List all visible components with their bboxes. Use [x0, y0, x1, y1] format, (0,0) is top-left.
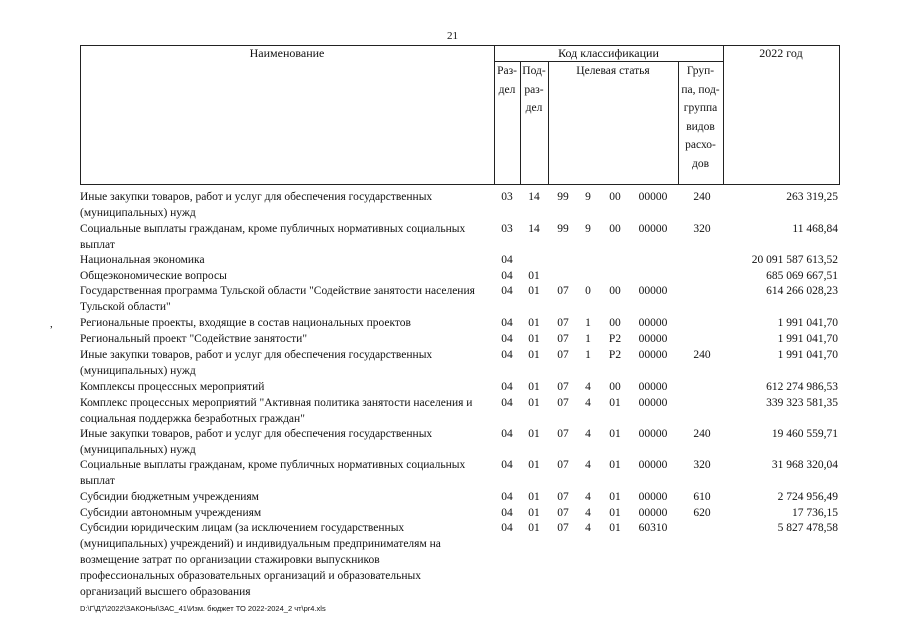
row-code-g: 320 [693, 459, 711, 471]
row-code-p: 01 [528, 349, 540, 361]
row-code-p: 01 [528, 397, 540, 409]
header-year: 2022 год [759, 46, 803, 60]
header-name: Наименование [249, 46, 325, 60]
header-target: Целевая статья [576, 65, 650, 77]
row-code-g: 620 [693, 507, 711, 519]
row-amount: 614 266 028,23 [766, 285, 838, 297]
row-code-t3: 00 [609, 223, 621, 235]
row-code-r: 04 [501, 254, 513, 266]
row-code-r: 03 [501, 223, 513, 235]
row-name: Государственная программа Тульской области "Содействие занятости населения Тульской области" [80, 285, 475, 313]
row-code-t4: 00000 [638, 349, 668, 361]
row-code-t1: 07 [557, 459, 569, 471]
row-name: Иные закупки товаров, работ и услуг для обеспечения государственных (муниципальных) нужд [80, 191, 433, 219]
row-code-t1: 99 [557, 223, 569, 235]
row-name: Общеэкономические вопросы [80, 270, 227, 282]
row-code-t3: 01 [609, 522, 621, 534]
row-code-t3: 01 [609, 507, 621, 519]
row-code-t3: 00 [609, 285, 621, 297]
row-code-t2: 4 [585, 491, 591, 503]
row-amount: 20 091 587 613,52 [751, 254, 838, 266]
row-code-r: 04 [501, 285, 513, 297]
row-code-p: 14 [528, 223, 540, 235]
row-name: Региональный проект "Содействие занятости" [80, 333, 308, 345]
header-razdel: Раз- дел [497, 65, 517, 96]
row-code-t3: 01 [609, 459, 621, 471]
row-code-t1: 07 [557, 522, 569, 534]
row-code-t2: 4 [585, 381, 591, 393]
page-number: 21 [447, 30, 458, 42]
row-code-t1: 99 [557, 191, 569, 203]
row-name: Социальные выплаты гражданам, кроме публичных нормативных социальных выплат [80, 459, 466, 487]
row-amount: 263 319,25 [786, 191, 838, 203]
row-code-r: 04 [501, 381, 513, 393]
row-code-t1: 07 [557, 333, 569, 345]
row-code-p: 01 [528, 522, 540, 534]
row-code-t3: 01 [609, 428, 621, 440]
header-code: Код классификации [558, 46, 659, 60]
row-code-t1: 07 [557, 507, 569, 519]
row-name: Региональные проекты, входящие в состав национальных проектов [80, 317, 411, 329]
row-code-t2: 4 [585, 397, 591, 409]
row-code-r: 03 [501, 191, 513, 203]
row-amount: 612 274 986,53 [766, 381, 838, 393]
row-code-t4: 00000 [638, 507, 668, 519]
row-code-p: 01 [528, 428, 540, 440]
row-code-t2: 0 [585, 285, 591, 297]
row-name: Субсидии бюджетным учреждениям [80, 491, 259, 503]
row-code-p: 01 [528, 285, 540, 297]
row-code-t1: 07 [557, 381, 569, 393]
row-amount: 19 460 559,71 [771, 428, 838, 440]
row-code-r: 04 [501, 349, 513, 361]
row-code-g: 610 [693, 491, 711, 503]
row-code-t4: 00000 [638, 223, 668, 235]
row-code-p: 01 [528, 270, 540, 282]
row-amount: 2 724 956,49 [777, 491, 838, 503]
row-code-t3: 01 [609, 491, 621, 503]
row-name: Иные закупки товаров, работ и услуг для обеспечения государственных (муниципальных) нужд [80, 349, 433, 377]
row-code-t2: 9 [585, 223, 591, 235]
row-name: Социальные выплаты гражданам, кроме публичных нормативных социальных выплат [80, 223, 466, 251]
row-code-r: 04 [501, 270, 513, 282]
row-code-t4: 00000 [638, 191, 668, 203]
row-code-t3: P2 [608, 333, 622, 345]
row-code-t2: 4 [585, 459, 591, 471]
row-code-t3: 00 [609, 317, 621, 329]
row-code-r: 04 [501, 333, 513, 345]
row-name: Субсидии юридическим лицам (за исключением государственных (муниципальных) учреждений) и индивидуальным предпринимателям на возмещение затрат по организации стажировки выпускников профессиональных образовательных организаций и образовательных организаций высшего образования [80, 522, 441, 598]
row-code-t2: 1 [585, 333, 591, 345]
row-code-t1: 07 [557, 285, 569, 297]
row-amount: 339 323 581,35 [766, 397, 838, 409]
row-code-t2: 4 [585, 522, 591, 534]
row-code-g: 320 [693, 223, 711, 235]
row-code-p: 01 [528, 459, 540, 471]
row-amount: 1 991 041,70 [777, 349, 838, 361]
row-code-t4: 00000 [638, 285, 668, 297]
row-name: Субсидии автономным учреждениям [80, 507, 262, 519]
row-code-t2: 1 [585, 349, 591, 361]
row-code-t1: 07 [557, 428, 569, 440]
row-code-t4: 00000 [638, 397, 668, 409]
row-code-t2: 9 [585, 191, 591, 203]
row-code-t3: 00 [609, 191, 621, 203]
row-code-r: 04 [501, 459, 513, 471]
row-code-p: 01 [528, 381, 540, 393]
header-bottom-border [80, 184, 840, 185]
header-podrazdel: Под- раз- дел [522, 65, 546, 114]
row-code-t4: 60310 [638, 522, 668, 534]
row-code-t3: 01 [609, 397, 621, 409]
margin-mark: , [50, 318, 53, 330]
row-amount: 31 968 320,04 [771, 459, 838, 471]
header-group: Груп- па, под- группа видов расхо- дов [681, 65, 720, 170]
header-left-border [80, 45, 81, 185]
row-amount: 1 991 041,70 [777, 317, 838, 329]
row-code-t4: 00000 [638, 317, 668, 329]
row-amount: 11 468,84 [792, 223, 838, 235]
header-divider-year [723, 45, 724, 185]
row-code-t2: 4 [585, 428, 591, 440]
row-name: Комплексы процессных мероприятий [80, 381, 265, 393]
row-code-r: 04 [501, 397, 513, 409]
row-code-g: 240 [693, 428, 711, 440]
row-code-r: 04 [501, 428, 513, 440]
row-code-t1: 07 [557, 397, 569, 409]
row-code-t4: 00000 [638, 491, 668, 503]
row-name: Национальная экономика [80, 254, 205, 266]
row-amount: 685 069 667,51 [766, 270, 838, 282]
row-amount: 1 991 041,70 [777, 333, 838, 345]
row-code-r: 04 [501, 522, 513, 534]
row-code-t3: 00 [609, 381, 621, 393]
row-code-t3: P2 [608, 349, 622, 361]
row-code-t4: 00000 [638, 428, 668, 440]
row-name: Иные закупки товаров, работ и услуг для обеспечения государственных (муниципальных) нужд [80, 428, 433, 456]
row-code-p: 14 [528, 191, 540, 203]
row-code-p: 01 [528, 491, 540, 503]
row-code-t4: 00000 [638, 381, 668, 393]
row-code-t1: 07 [557, 349, 569, 361]
row-name: Комплекс процессных мероприятий "Активная политика занятости населения и социальная поддержка безработных граждан" [80, 397, 473, 425]
row-code-t2: 4 [585, 507, 591, 519]
row-code-g: 240 [693, 191, 711, 203]
row-amount: 17 736,15 [792, 507, 838, 519]
row-code-t1: 07 [557, 491, 569, 503]
row-code-t4: 00000 [638, 459, 668, 471]
file-path-footer: D:\Г\Д7\2022\ЗАКОНЫ\ЗАС_41\Изм. бюджет ТО 2022-2024_2 чт\pr4.xls [80, 604, 326, 613]
row-code-p: 01 [528, 317, 540, 329]
row-code-g: 240 [693, 349, 711, 361]
row-amount: 5 827 478,58 [777, 522, 838, 534]
row-code-r: 04 [501, 507, 513, 519]
row-code-r: 04 [501, 317, 513, 329]
row-code-t1: 07 [557, 317, 569, 329]
row-code-p: 01 [528, 333, 540, 345]
row-code-t2: 1 [585, 317, 591, 329]
row-code-t4: 00000 [638, 333, 668, 345]
row-code-p: 01 [528, 507, 540, 519]
header-right-border [839, 45, 840, 185]
row-code-r: 04 [501, 491, 513, 503]
